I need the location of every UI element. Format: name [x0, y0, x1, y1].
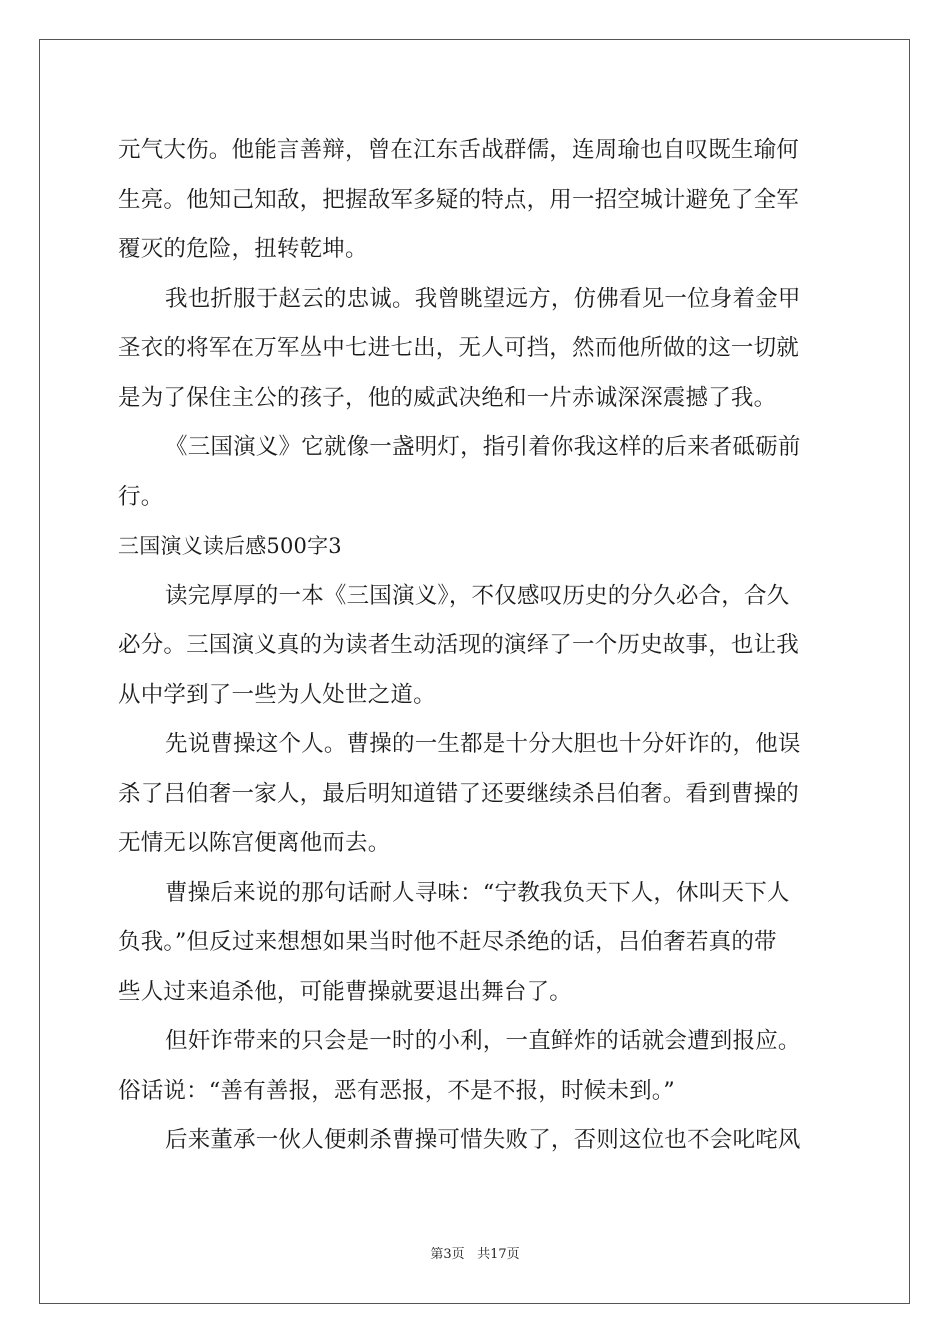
paragraph-start: 先说曹操这个人。曹操的一生都是十分大胆也十分奸诈的，他误	[165, 731, 801, 757]
section-heading: 三国演义读后感500字3	[118, 534, 342, 558]
text-line: 从中学到了一些为人处世之道。	[118, 681, 436, 708]
text-line: 覆灭的危险，扭转乾坤。	[118, 236, 368, 262]
text-line: 生亮。他知己知敌，把握敌军多疑的特点，用一招空城计避免了全军	[118, 186, 800, 213]
text-line: 行。	[118, 483, 164, 510]
page-footer	[0, 1246, 950, 1264]
paragraph-start: 《三国演义》它就像一盏明灯，指引着你我这样的后来者砥砺前	[165, 434, 801, 460]
text-line: 俗话说：“善有善报，恶有恶报，不是不报，时候未到。”	[118, 1077, 675, 1104]
paragraph-start: 读完厚厚的一本《三国演义》，不仅感叹历史的分久必合，合久	[165, 582, 790, 609]
text-line: 必分。三国演义真的为读者生动活现的演绎了一个历史故事，也让我	[118, 632, 800, 658]
text-line: 圣衣的将军在万军丛中七进七出，无人可挡，然而他所做的这一切就	[118, 335, 800, 361]
text-line: 是为了保住主公的孩子，他的威武决绝和一片赤诚深深震撼了我。	[118, 384, 777, 411]
text-line: 无情无以陈宫便离他而去。	[118, 830, 391, 856]
text-line: 杀了吕伯奢一家人，最后明知道错了还要继续杀吕伯奢。看到曹操的	[118, 780, 800, 807]
paragraph-start: 但奸诈带来的只会是一时的小利，一直鲜炸的话就会遭到报应。	[165, 1028, 801, 1054]
page-number: 第3页	[430, 1247, 465, 1262]
text-line: 些人过来追杀他，可能曹操就要退出舞台了。	[118, 978, 573, 1005]
paragraph-start: 我也折服于赵云的忠诚。我曾眺望远方，仿佛看见一位身着金甲	[165, 285, 801, 312]
paragraph-start: 曹操后来说的那句话耐人寻味：“宁教我负天下人，休叫天下人	[165, 879, 790, 906]
text-line: 元气大伤。他能言善辩，曾在江东舌战群儒，连周瑜也自叹既生瑜何	[118, 137, 800, 163]
document-body	[118, 126, 834, 1166]
page-total: 共17页	[477, 1247, 520, 1262]
paragraph-start: 后来董承一伙人便刺杀曹操可惜失败了，否则这位也不会叱咤风	[165, 1127, 801, 1153]
text-line: 负我。”但反过来想想如果当时他不赶尽杀绝的话，吕伯奢若真的带	[118, 929, 777, 955]
